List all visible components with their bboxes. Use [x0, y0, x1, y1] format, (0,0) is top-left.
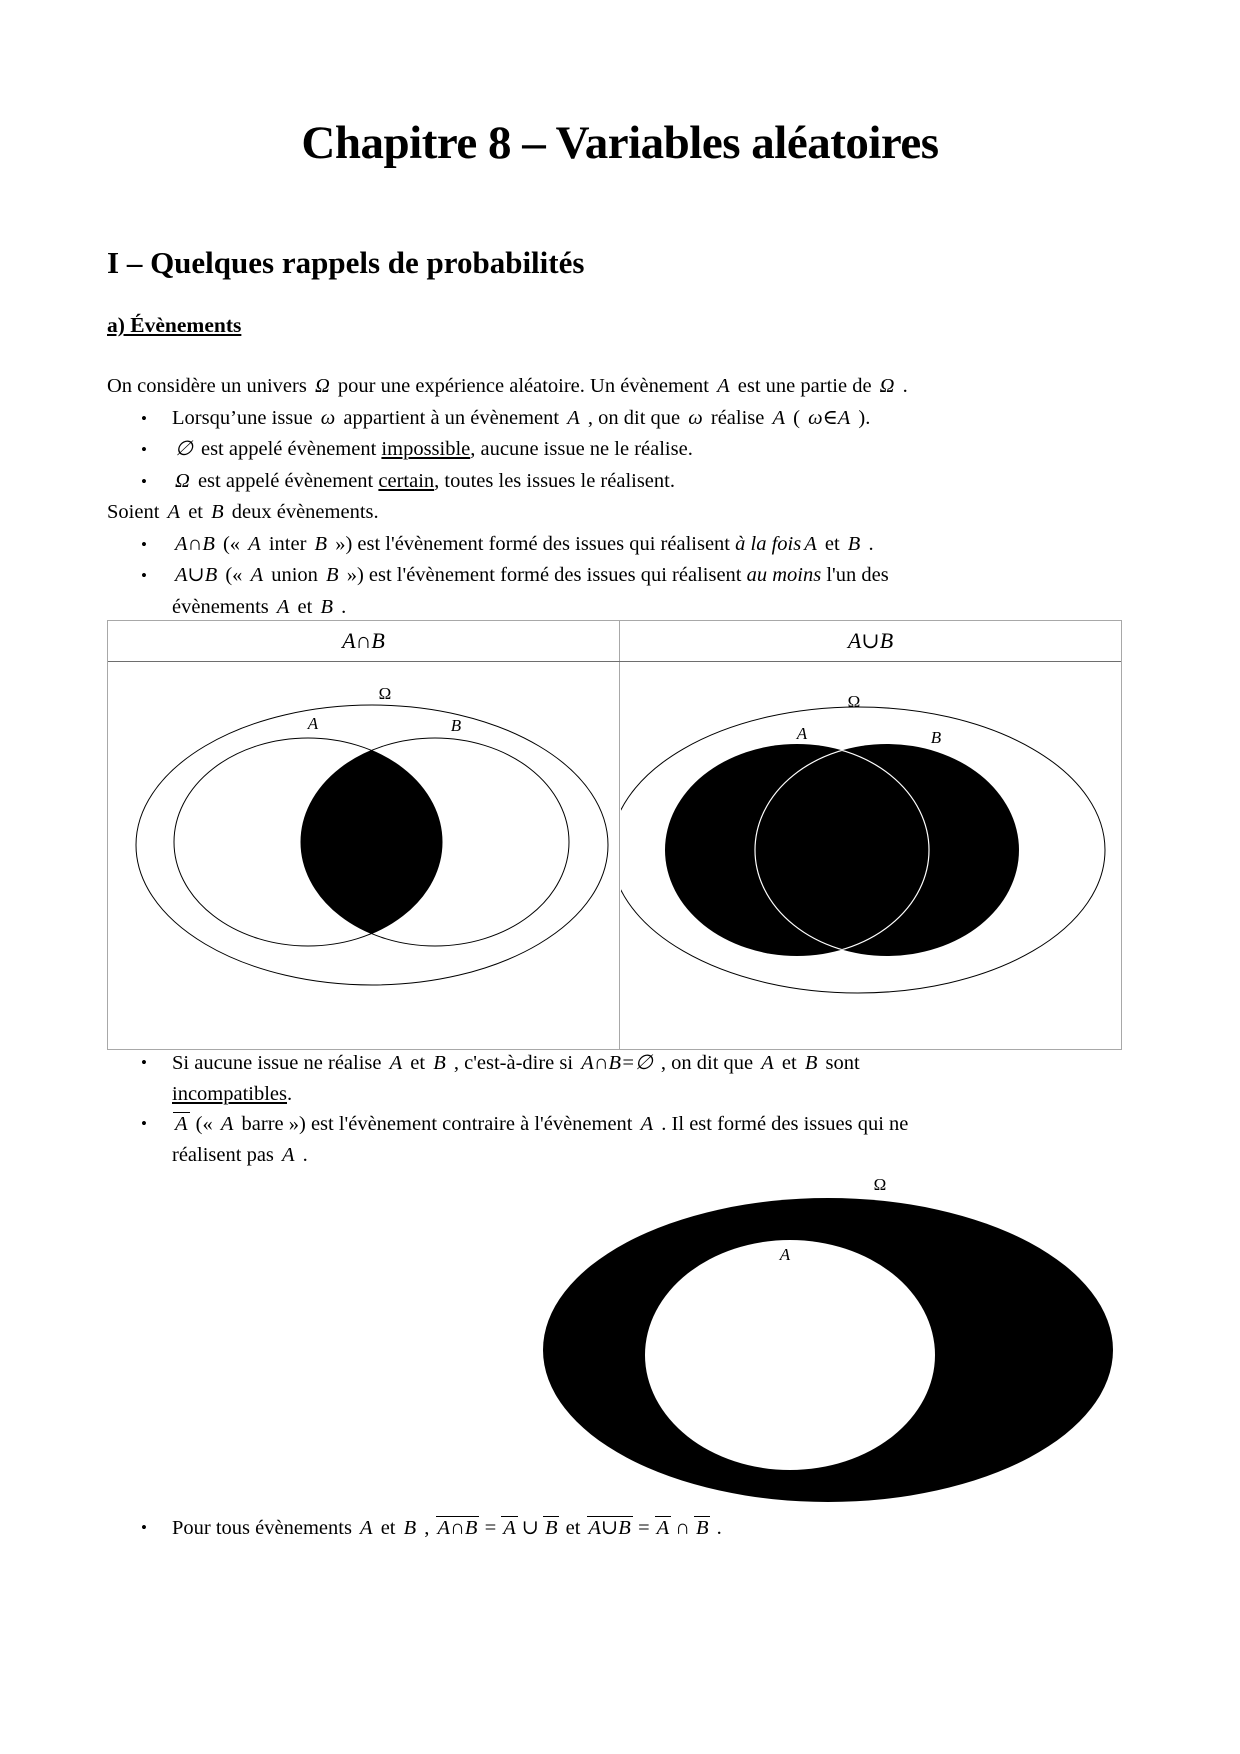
bullet-marker: • — [141, 408, 147, 428]
set-a-ellipse — [645, 1240, 935, 1470]
text-run: B — [433, 1052, 446, 1074]
text-run: . — [711, 1517, 722, 1539]
venn-union-diagram — [621, 663, 1121, 1049]
text-run: impossible — [381, 438, 471, 460]
venn-union-cell — [620, 662, 1121, 1049]
text-run: et — [776, 1052, 802, 1074]
text-run: réalisent pas — [172, 1143, 280, 1166]
text-run: . — [336, 595, 347, 618]
text-run: ∅ — [175, 438, 193, 460]
text-run: deux évènements. — [226, 501, 379, 523]
text-run: (« — [217, 532, 246, 555]
venn-table-body-row — [108, 662, 1121, 1049]
venn-table-header-row — [108, 621, 1121, 662]
text-run: ). — [853, 406, 871, 429]
text-run: B — [314, 532, 328, 555]
text-run: . — [287, 1082, 293, 1105]
text-line — [107, 1513, 1142, 1544]
venn-complement-container — [540, 1170, 1120, 1515]
text-run: évènements — [172, 595, 274, 618]
text-run: ») est l'évènement formé des issues qui réalisent — [330, 532, 736, 555]
text-run: ∪ — [521, 1517, 539, 1539]
text-run: réalise — [705, 406, 770, 429]
text-run: et — [819, 532, 845, 555]
text-run: Ω — [879, 375, 895, 397]
venn-table — [107, 620, 1122, 1050]
text-run: au moins — [746, 564, 822, 586]
text-run: Pour tous évènements — [172, 1517, 358, 1539]
text-run: appartient à un évènement — [338, 406, 565, 429]
text-run: pour une expérience aléatoire. Un évènement — [332, 375, 715, 397]
text-run: . — [897, 375, 908, 397]
text-run: ω — [320, 406, 336, 429]
text-line — [107, 592, 1142, 624]
text-run: B — [804, 1052, 818, 1074]
text-run: est appelé évènement — [195, 438, 382, 460]
text-run: barre ») est l'évènement contraire à l'évènement — [236, 1113, 638, 1135]
text-line — [107, 560, 1142, 592]
bullet-marker: • — [141, 1053, 147, 1072]
text-line — [107, 1048, 1142, 1079]
text-run: , on dit que — [582, 406, 686, 429]
text-run: A — [656, 1517, 670, 1539]
text-run: , — [419, 1517, 435, 1539]
text-run: = — [483, 1517, 498, 1539]
text-run: A — [167, 501, 181, 523]
section-heading: I – Quelques rappels de probabilités — [107, 245, 585, 280]
bullet-marker: • — [141, 471, 147, 491]
venn-intersection-cell — [108, 662, 620, 1049]
document-title: Chapitre 8 – Variables aléatoires — [301, 117, 939, 169]
text-run: , on dit que — [655, 1052, 759, 1074]
text-run: ( — [788, 406, 806, 429]
text-line — [107, 497, 1142, 529]
text-run: A∪B — [175, 564, 218, 586]
intro-paragraph — [107, 371, 1142, 623]
text-run: Ω — [175, 469, 190, 492]
text-run: à la fois — [735, 532, 802, 555]
text-run: ω∈A — [808, 406, 851, 429]
venn-complement-diagram — [540, 1170, 1120, 1510]
text-run: B — [544, 1517, 558, 1539]
text-run: , toutes les issues le réalisent. — [434, 469, 675, 492]
text-run: B — [847, 532, 861, 555]
text-run: Ω — [314, 375, 330, 397]
text-line — [107, 1109, 1142, 1140]
text-run: B — [320, 595, 333, 618]
text-line — [107, 1079, 1142, 1110]
text-line — [107, 1140, 1142, 1171]
text-run: B — [326, 564, 339, 586]
text-run: A∩B — [437, 1517, 478, 1539]
text-run: A — [567, 406, 580, 429]
text-run: ») est l'évènement formé des issues qui réalisent — [341, 564, 747, 586]
text-run: B — [403, 1517, 417, 1539]
omega-label: Ω — [873, 1175, 887, 1194]
text-run: A — [503, 1517, 516, 1539]
text-line — [107, 403, 1142, 435]
set-b-fill — [755, 744, 1019, 956]
set-a-label: A — [307, 713, 319, 733]
text-run: certain — [378, 469, 435, 492]
text-run: (« — [220, 564, 248, 586]
text-run: l'un des — [821, 564, 889, 586]
text-run: (« — [190, 1113, 218, 1135]
bullet-marker: • — [141, 440, 147, 459]
text-run: Si aucune issue ne réalise — [172, 1052, 387, 1074]
text-run: A — [250, 564, 264, 586]
text-run: A — [717, 375, 730, 397]
text-run: et — [375, 1517, 401, 1539]
text-run: A∪B — [588, 1517, 631, 1539]
text-run: A — [761, 1052, 774, 1074]
text-run: et — [560, 1517, 586, 1539]
text-run: , aucune issue ne le réalise. — [470, 438, 693, 460]
text-run: A — [804, 532, 817, 555]
text-run: A — [772, 406, 786, 429]
text-run: A — [276, 595, 290, 618]
text-run: A∩B — [175, 532, 215, 555]
text-run: . Il est formé des issues qui ne — [656, 1113, 909, 1135]
omega-label: Ω — [847, 691, 860, 711]
text-run: A — [360, 1517, 373, 1539]
text-run: , c'est-à-dire si — [448, 1052, 579, 1074]
text-run: ∩ — [675, 1517, 690, 1539]
venn-intersection-diagram — [109, 663, 618, 1049]
subsection-heading: a) Évènements — [107, 313, 242, 337]
table-header-union: A∪B — [847, 628, 894, 653]
text-run: union — [266, 564, 324, 586]
bullet-marker: • — [141, 566, 147, 585]
text-line — [107, 371, 1142, 403]
text-run: sont — [820, 1052, 860, 1074]
text-run: et — [183, 501, 209, 523]
after-table-paragraph — [107, 1048, 1142, 1170]
text-run: A — [282, 1143, 295, 1166]
text-run: B — [211, 501, 224, 523]
text-run: est appelé évènement — [192, 469, 379, 492]
bullet-marker: • — [141, 1518, 147, 1537]
text-run: et — [292, 595, 318, 618]
text-run: Soient — [107, 501, 165, 523]
text-line — [107, 529, 1142, 561]
set-a-label: A — [796, 723, 807, 743]
text-run: A — [248, 532, 261, 555]
text-run: incompatibles — [172, 1082, 288, 1105]
intersection-fill — [301, 738, 569, 946]
table-header-intersection: A∩B — [108, 621, 620, 661]
text-run: = — [636, 1517, 651, 1539]
text-run: inter — [263, 532, 312, 555]
text-line — [107, 434, 1142, 466]
text-run: ω — [688, 406, 703, 429]
text-run: A — [389, 1052, 403, 1074]
text-run: Lorsqu’une issue — [172, 406, 318, 429]
text-run: B — [695, 1517, 709, 1539]
text-run: . — [863, 532, 874, 555]
text-line — [107, 466, 1142, 498]
text-run: et — [405, 1052, 431, 1074]
text-run: est une partie de — [732, 375, 877, 397]
text-run: A∩B=∅ — [581, 1052, 653, 1074]
omega-label: Ω — [378, 683, 392, 703]
text-run: A — [220, 1113, 234, 1135]
text-run: A — [175, 1113, 188, 1135]
set-b-label: B — [450, 715, 462, 735]
text-run: On considère un univers — [107, 375, 312, 397]
demorgan-paragraph — [107, 1513, 1142, 1544]
bullet-marker: • — [141, 534, 147, 554]
text-run: . — [297, 1143, 308, 1166]
set-a-label: A — [779, 1245, 791, 1264]
bullet-marker: • — [141, 1114, 147, 1133]
set-b-label: B — [930, 727, 941, 747]
text-run: A — [640, 1113, 654, 1135]
